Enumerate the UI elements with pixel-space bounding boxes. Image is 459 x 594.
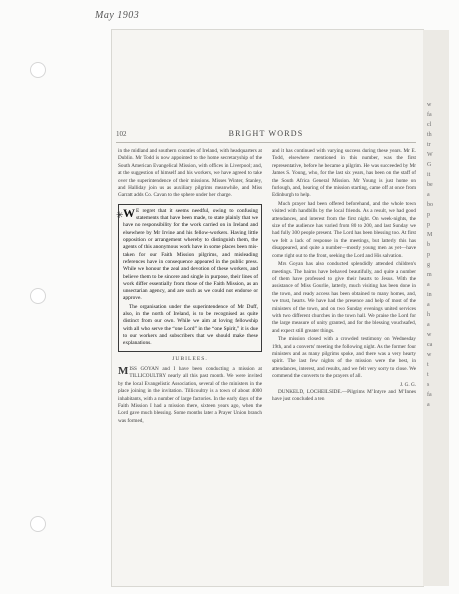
margin-fragment: g (427, 262, 430, 268)
margin-fragment: bo (427, 202, 433, 208)
margin-fragment: a (427, 192, 430, 198)
margin-fragment: G (427, 162, 432, 168)
left-column (118, 148, 262, 426)
margin-fragment: w (427, 352, 432, 358)
punch-hole (30, 62, 46, 78)
margin-fragment: be (427, 182, 433, 188)
margin-fragment: fa (427, 112, 432, 118)
handwritten-date: May 1903 (95, 10, 140, 21)
page-header (116, 128, 416, 143)
asterisk-mark: ✳ (116, 210, 124, 220)
margin-fragment: p (427, 252, 430, 258)
signature: J. G. G. (400, 381, 416, 388)
margin-fragment: cl (427, 122, 432, 128)
notice-box (118, 204, 262, 353)
margin-fragment: p (427, 222, 430, 228)
margin-fragment: a (427, 302, 430, 308)
punch-hole (30, 516, 46, 532)
body-paragraph: and it has continued with varying success during these years. Mr E. Todd, elsewhere mentioned in this number, was the first representative, before he became a pilgrim. He was succeeded by Mr James S. Young, who, for the last six years, has been on the staff of the South Africa General Mission. Mr Young is just home on furlough, and, hearing of the mission starting, came off at once from Edinburgh to help. (272, 148, 416, 199)
margin-fragment: ca (427, 342, 433, 348)
notice-paragraph: E regret that it seems needful, owing to confusing statements that have been made, to state plainly that we have no responsibility for the work carried on in Ireland and elsewhere by Mr Irvine and his fellow-workers. Having little opposition or arrangement whereby to distinguish them, the agents of this anonymous work have in some places been mis-taken for our Faith Mission pilgrims, and misleading references have in consequence appeared in the public press. While we honour the zeal and devotion of these workers, and believe them to be sincere and single in purpose, their lines of work differ essentially from those of the Faith Mission, as an unsectarian agency, and are such as we could not endorse or approve. (123, 207, 258, 302)
adjacent-page-fragment (427, 100, 457, 410)
punch-hole (30, 288, 46, 304)
body-paragraph: DUNKELD, LOCHEILSIDE.—Pilgrims M’Intyre and M’Innes have just concluded a ten (272, 389, 416, 403)
drop-cap: W (123, 205, 135, 220)
margin-fragment: p (427, 212, 430, 218)
intro-paragraph: in the midland and southern counties of Ireland, with headquarters at Dublin. Mr Todd is now appointed to the home secretaryship of the South American Evangelical Mission, with offices in Liverpool; and, at the suggestion of himself and his workers, we have agreed to take over the superintendence of their missions. Misses Winter, Stanley, and Halliday join us as auxiliary pilgrims meanwhile, and Miss Garratt adds Co. Cavan to the sphere under her charge. (118, 148, 262, 199)
margin-fragment: h (427, 312, 430, 318)
margin-fragment: a (427, 322, 430, 328)
margin-fragment: w (427, 102, 432, 108)
body-paragraph: The mission closed with a crowded testimony on Wednesday 19th, and a converts' meeting the following night. As the former four ministers and as many pilgrims spoke, and there was a very hearty spirit. The last few nights of the mission were the best, in attendances, interest, and results, and we felt very sorry to close. We commend the converts to the prayers of all. (272, 336, 416, 380)
margin-fragment: M (427, 232, 433, 238)
margin-fragment: m (427, 272, 432, 278)
margin-fragment: W (427, 152, 433, 158)
margin-fragment: fa (427, 392, 432, 398)
margin-fragment: a (427, 402, 430, 408)
page-number: 102 (116, 130, 127, 138)
drop-cap: M (118, 364, 129, 377)
body-paragraph: Much prayer had been offered beforehand, and the whole town visited with handbills by the local friends. As a result, we had good attendances, and interest from the first night. On week-nights, the size of the audience has varied from 80 to 200, and last Sunday we had fully 300 people present. The Lord has been blessing too. At first we felt a lack of response in the meetings, but latterly this has disappeared, and quite a number—mostly young men as yet—have come right out to the front, seeking the Lord and His salvation. (272, 200, 416, 259)
body-paragraph: Mrs Goyan has also conducted splendidly attended children's meetings. The bairns have behaved beautifully, and quite a number of them have professed to give their hearts to Jesus. With the assistance of Miss Gourlie, latterly, much visiting has been done in the town, and ready access has been obtained to many homes, and, we trust, hearts. We have had the presence and help of most of the ministers of the town, and on two Sunday evenings united services with two different churches in the town hall. We praise the Lord for the large measure of unity granted, and for the blessing vouchsafed, and expect still greater things. (272, 261, 416, 334)
margin-fragment: t (427, 372, 429, 378)
margin-fragment: s (427, 382, 430, 388)
running-title: BRIGHT WORDS (228, 129, 304, 138)
margin-fragment: th (427, 132, 432, 138)
margin-fragment: a (427, 282, 430, 288)
margin-fragment: w (427, 332, 432, 338)
margin-fragment: t (427, 362, 429, 368)
right-column (272, 148, 416, 405)
section-heading: JUBILEES. (172, 356, 208, 363)
margin-fragment: in (427, 292, 432, 298)
margin-fragment: it (427, 172, 431, 178)
notice-paragraph: The organisation under the superintendence of Mr Duff, also, in the north of Ireland, is to be recognised as quite distinct from our own. While we aim at loving fellowship with all who serve the “one Lord” in the “one Spirit,” it is due to our workers and subscribers that we should make these explanations. (123, 303, 258, 347)
margin-fragment: tr (427, 142, 431, 148)
magazine-page (112, 30, 423, 586)
section-paragraph: ISS GOYAN and I have been conducting a mission at TILLICOULTRY nearly all this past month. We were invited by the local Evangelistic Association, several of the ministers in the place joining in the invitation. Tillicoultry is a town of about 4000 inhabitants, with a number of large factories. In the early days of the Faith Mission I had a mission there, sixteen years ago, when the Lord gave much blessing. Some months later a Prayer Union branch was formed, (118, 365, 262, 424)
margin-fragment: b (427, 242, 430, 248)
